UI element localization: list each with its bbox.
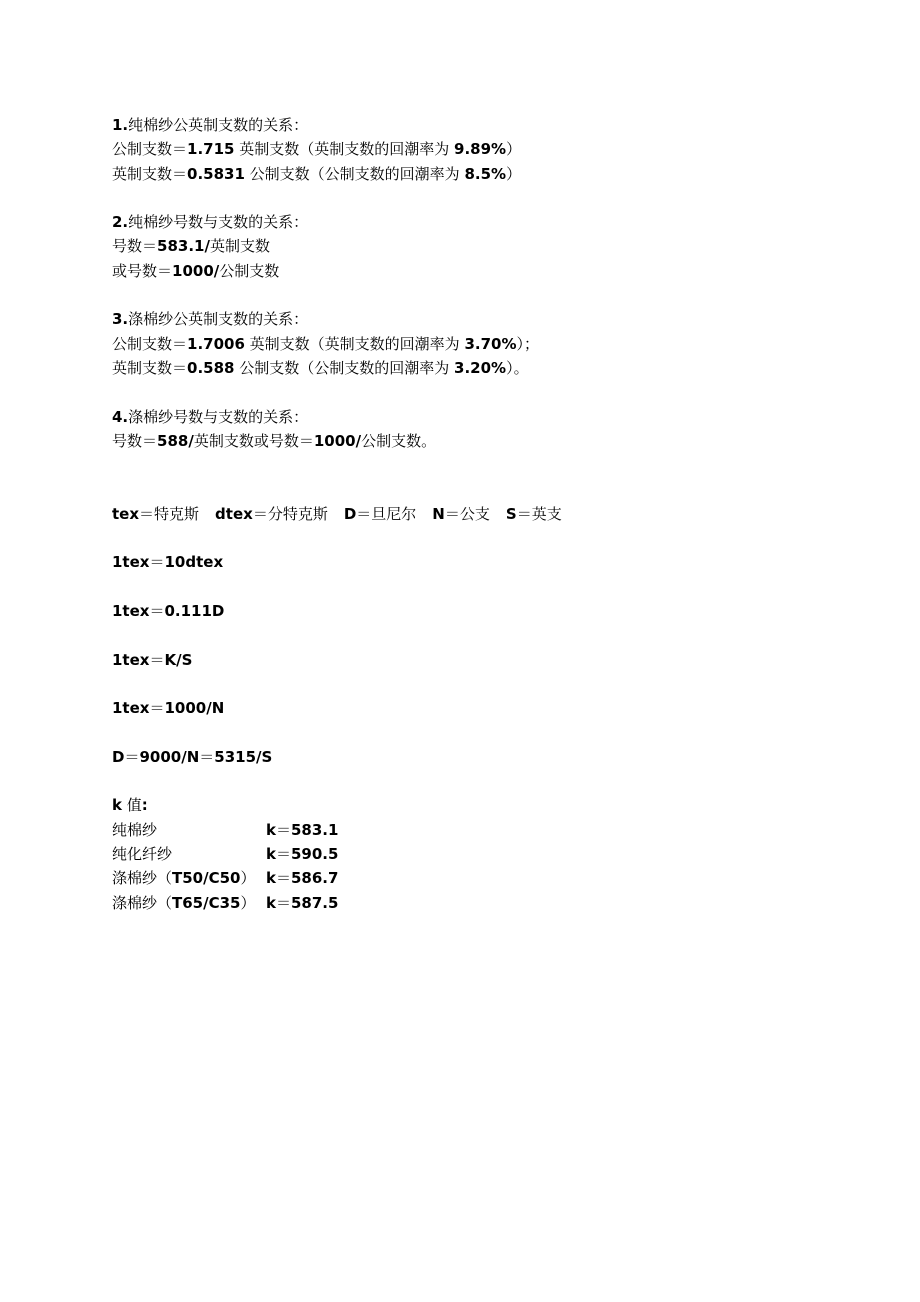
k-value-list <box>112 818 872 915</box>
value: 8.5% <box>464 164 507 183</box>
yarn-type-label <box>112 891 266 915</box>
formula-term: 1000/N <box>164 699 225 718</box>
text: 公制支数。 <box>361 431 437 450</box>
text: ）。 <box>506 358 529 377</box>
formula-term: 1tex <box>112 601 150 620</box>
formula-term: 5315/S <box>214 747 273 766</box>
equals-sign: ＝ <box>149 650 165 669</box>
unit-symbol: tex <box>112 504 140 523</box>
section-2-number: 2. <box>112 213 129 232</box>
k-value-heading <box>112 793 872 817</box>
yarn-type-label <box>112 842 266 866</box>
section-3-number: 3. <box>112 310 129 329</box>
unit-symbol: N <box>432 504 445 523</box>
text: 英制支数＝ <box>112 358 188 377</box>
value: 587.5 <box>291 893 339 912</box>
section-1-line-1 <box>112 137 872 161</box>
section-4-number: 4. <box>112 407 129 426</box>
text: ） <box>506 140 522 159</box>
k-value-row <box>112 866 872 890</box>
value: 583.1/ <box>157 237 210 256</box>
unit-name: ＝特克斯 <box>139 504 200 523</box>
equals-sign: ＝ <box>149 699 165 718</box>
equals-sign: ＝ <box>149 601 165 620</box>
unit-symbol: S <box>505 504 517 523</box>
k-value-row <box>112 818 872 842</box>
section-2-title-text: 纯棉纱号数与支数的关系： <box>128 213 309 232</box>
formula-term: 10dtex <box>164 553 224 572</box>
text: 号数＝ <box>112 237 158 256</box>
formula-term: 1tex <box>112 650 150 669</box>
unit-name: ＝旦尼尔 <box>356 504 417 523</box>
value: 583.1 <box>291 820 339 839</box>
section-2-line-1 <box>112 234 872 258</box>
value: 586.7 <box>291 869 339 888</box>
heading-text: 值 <box>121 796 142 815</box>
text: 或号数＝ <box>112 261 173 280</box>
text: ＝ <box>275 893 291 912</box>
value: 1000/ <box>172 261 220 280</box>
formula-term: 1tex <box>112 553 150 572</box>
text: 公制支数（公制支数的回潮率为 <box>234 358 455 377</box>
section-1-line-2 <box>112 162 872 186</box>
text: ＝ <box>275 844 291 863</box>
equals-sign: ＝ <box>149 553 165 572</box>
text: 英制支数＝ <box>112 164 188 183</box>
section-4-title <box>112 405 872 429</box>
section-3-line-1 <box>112 332 872 356</box>
formula-term: 1tex <box>112 699 150 718</box>
value: 1000/ <box>313 431 362 450</box>
text: ＝ <box>275 869 291 888</box>
unit-symbol: dtex <box>215 504 253 523</box>
value: T50/C50 <box>172 869 241 888</box>
value: k <box>266 869 276 888</box>
value: 3.20% <box>454 358 507 377</box>
formula-4 <box>112 696 872 720</box>
text: 号数＝ <box>112 431 158 450</box>
value: 9.89% <box>454 140 507 159</box>
section-4-title-text: 涤棉纱号数与支数的关系： <box>128 407 309 426</box>
equals-sign: ＝ <box>199 747 215 766</box>
section-3-title <box>112 307 872 331</box>
text: 英制支数 <box>209 237 270 256</box>
k-symbol: k <box>112 796 122 815</box>
text: 公制支数＝ <box>112 140 188 159</box>
value: k <box>266 820 276 839</box>
document-page <box>112 113 872 915</box>
section-2-line-2 <box>112 259 872 283</box>
value: 588/ <box>157 431 194 450</box>
value: 3.70% <box>464 334 517 353</box>
text: 公制支数 <box>219 261 280 280</box>
unit-name: ＝公支 <box>444 504 490 523</box>
text: 纯化纤纱 <box>112 844 173 863</box>
unit-name: ＝英支 <box>516 504 562 523</box>
text: 涤棉纱（ <box>112 893 173 912</box>
text: ） <box>240 893 256 912</box>
text: 公制支数＝ <box>112 334 188 353</box>
text: ＝ <box>275 820 291 839</box>
k-value-row <box>112 842 872 866</box>
value: 0.588 <box>187 358 235 377</box>
section-1-title <box>112 113 872 137</box>
value: 590.5 <box>291 844 339 863</box>
k-value-row <box>112 891 872 915</box>
text: 公制支数（公制支数的回潮率为 <box>244 164 465 183</box>
equals-sign: ＝ <box>124 747 140 766</box>
unit-name: ＝分特克斯 <box>252 504 328 523</box>
unit-symbol: D <box>343 504 357 523</box>
text: 英制支数（英制支数的回潮率为 <box>244 334 465 353</box>
text: ） <box>240 869 256 888</box>
value: 1.7006 <box>187 334 245 353</box>
formula-5 <box>112 745 872 769</box>
text: 纯棉纱 <box>112 820 158 839</box>
formula-1 <box>112 550 872 574</box>
formula-term: 9000/N <box>139 747 200 766</box>
text: 英制支数（英制支数的回潮率为 <box>234 140 455 159</box>
text: ）； <box>516 334 540 353</box>
section-3-title-text: 涤棉纱公英制支数的关系： <box>128 310 309 329</box>
section-1-number: 1. <box>112 116 129 134</box>
formula-term: K/S <box>164 650 193 669</box>
value: 0.5831 <box>187 164 245 183</box>
formula-2 <box>112 599 872 623</box>
unit-definitions <box>112 502 872 526</box>
section-2-title <box>112 210 872 234</box>
formula-term: D <box>112 747 125 766</box>
value: 1.715 <box>187 140 235 159</box>
formula-term: 0.111D <box>164 601 225 620</box>
value: k <box>266 844 276 863</box>
text: 涤棉纱（ <box>112 869 173 888</box>
heading-colon: : <box>141 796 148 815</box>
section-3-line-2 <box>112 356 872 380</box>
formula-3 <box>112 648 872 672</box>
section-1-title-text: 纯棉纱公英制支数的关系： <box>128 116 309 134</box>
section-4-line-1 <box>112 429 872 453</box>
value: T65/C35 <box>172 893 241 912</box>
text: ） <box>506 164 522 183</box>
text: 英制支数或号数＝ <box>193 431 314 450</box>
yarn-type-label <box>112 818 266 842</box>
value: k <box>266 893 276 912</box>
yarn-type-label <box>112 866 266 890</box>
